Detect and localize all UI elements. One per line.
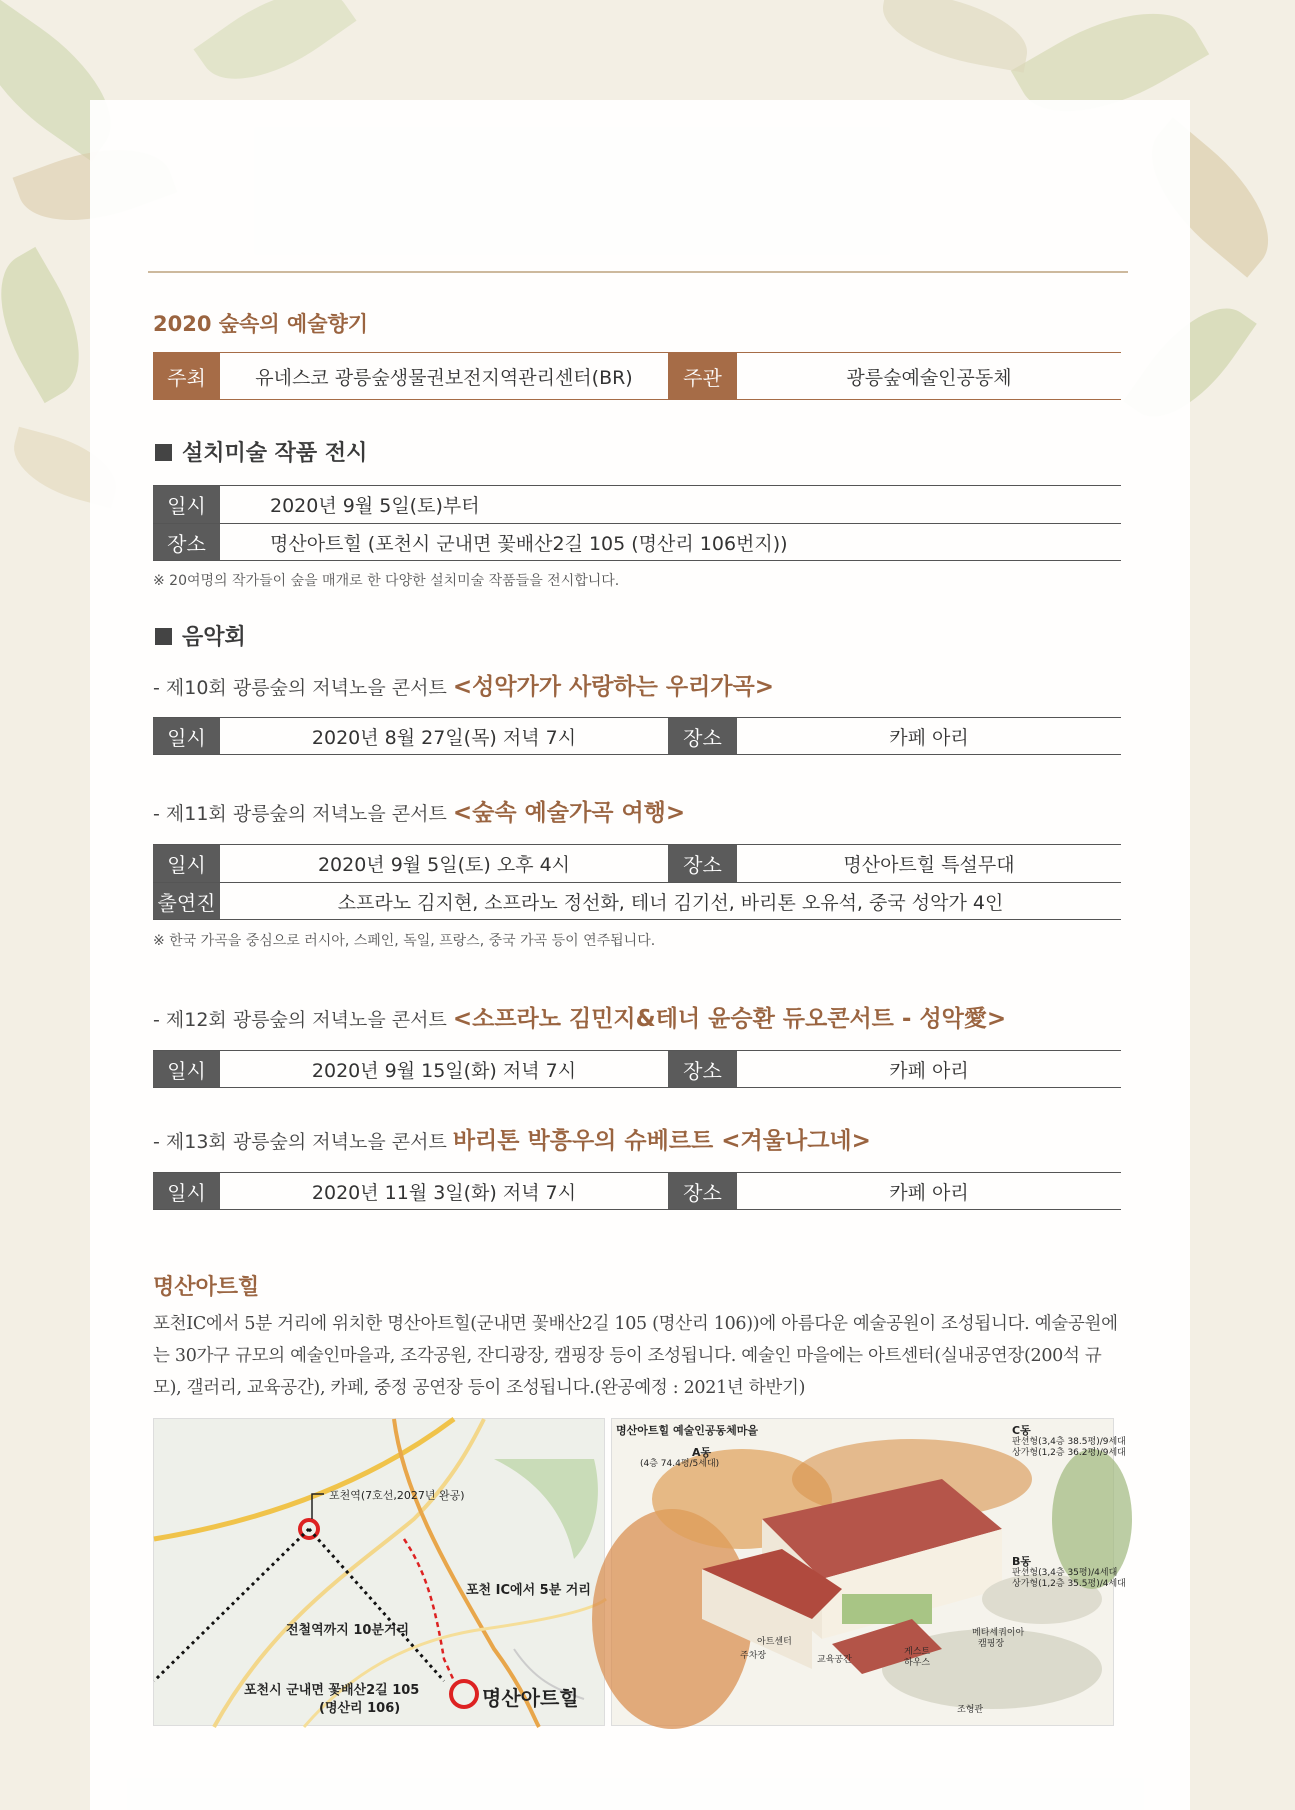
concert-11-note: ※ 한국 가곡을 중심으로 러시아, 스페인, 독일, 프랑스, 중국 가곡 등이 연주됩니다.	[153, 933, 656, 949]
concert-12-title: - 제12회 광릉숲의 저녁노을 콘서트 <소프라노 김민지&테너 윤승환 듀오콘서트 - 성악愛>	[153, 1006, 1007, 1032]
village-camping-line1: 메타세쿼이아	[972, 1628, 1025, 1638]
concert-10-date: 2020년 8월 27일(목) 저녁 7시	[311, 726, 577, 749]
concert-10-place-label: 장소	[668, 718, 737, 754]
location-map	[153, 1418, 605, 1726]
village-guesthouse-line2: 하우스	[904, 1658, 931, 1668]
concert-12-place: 카페 아리	[889, 1059, 969, 1082]
concert-11-cast-label: 출연진	[153, 883, 220, 919]
concert-11-place-label: 장소	[668, 845, 737, 882]
concert-13-date: 2020년 11월 3일(화) 저녁 7시	[311, 1181, 577, 1204]
concert-11-cast-row	[153, 882, 1121, 920]
venue-description: 포천IC에서 5분 거리에 위치한 명산아트힐(군내면 꽃배산2길 105 (명산리 106))에 아름다운 예술공원이 조성됩니다. 예술공원에는 30가구 규모의 예술인마을과, 조각공원, 잔디광장, 캠핑장 등이 조성됩니다. 예술인 마을에는 아트센터(실내공연장(200석 규모), 갤러리, 교육공간), 카페, 중정 공연장 등이 조성됩니다.(완공예정 : 2021년 하반기)	[153, 1314, 1118, 1398]
village-guesthouse-line1: 게스트	[904, 1647, 931, 1657]
concert-12-row	[153, 1050, 1121, 1088]
concert-12-date-label: 일시	[153, 1051, 220, 1087]
map-address-line2: (명산리 106)	[319, 1701, 401, 1716]
host-value: 유네스코 광릉숲생물권보전지역관리센터(BR)	[220, 352, 668, 400]
village-c-detail1: 판션형(3,4층 38.5평)/9세대	[1012, 1437, 1126, 1447]
village-c-detail2: 상가형(1,2층 36.2평)/9세대	[1012, 1448, 1126, 1458]
exhibition-place-row	[153, 523, 1121, 561]
concert-10-date-label: 일시	[153, 718, 220, 754]
concert-11-title: - 제11회 광릉숲의 저녁노을 콘서트 <숲속 예술가곡 여행>	[153, 800, 686, 826]
host-label: 주최	[153, 352, 220, 400]
square-bullet-icon	[155, 444, 172, 461]
concert-13-place: 카페 아리	[889, 1181, 969, 1204]
concert-13-title: - 제13회 광릉숲의 저녁노을 콘서트 바리톤 박흥우의 슈베르트 <겨울나그네>	[153, 1128, 871, 1154]
concert-11-date-label: 일시	[153, 845, 220, 882]
village-a-detail: (4층 74.4평/5세대)	[640, 1459, 720, 1469]
exhibition-date: 2020년 9월 5일(토)부터	[270, 495, 480, 517]
village-education: 교육공간	[817, 1655, 852, 1665]
village-c-name: C동	[1012, 1424, 1031, 1437]
concert-12-place-label: 장소	[668, 1051, 737, 1087]
village-b-detail1: 판션형(3,4층 35평)/4세대	[1012, 1568, 1118, 1578]
village-title: 명산아트힐 예술인공동체마을	[616, 1424, 758, 1437]
village-a-name: A동	[692, 1446, 712, 1459]
exhibition-place-label: 장소	[153, 524, 220, 560]
organizer-label: 주관	[668, 352, 737, 400]
exhibition-note: ※ 20여명의 작가들이 숲을 매개로 한 다양한 설치미술 작품들을 전시합니다.	[153, 573, 620, 589]
concert-10-place: 카페 아리	[889, 726, 969, 749]
concert-10-title: - 제10회 광릉숲의 저녁노을 콘서트 <성악가가 사랑하는 우리가곡>	[153, 674, 775, 700]
village-illustration	[611, 1418, 1126, 1726]
concert-10-row	[153, 717, 1121, 755]
village-sculpture: 조형관	[957, 1705, 984, 1715]
village-art-center: 아트센터	[757, 1637, 792, 1647]
concert-12-date: 2020년 9월 15일(화) 저녁 7시	[311, 1059, 577, 1082]
map-destination: 명산아트힐	[482, 1686, 579, 1710]
map-station-label: 포천역(7호선,2027년 완공)	[329, 1489, 465, 1502]
event-title: 2020 숲속의 예술향기	[153, 312, 369, 336]
concert-11-place: 명산아트힐 특설무대	[843, 854, 1015, 876]
exhibition-heading: 설치미술 작품 전시	[155, 436, 367, 467]
concert-11-cast: 소프라노 김지현, 소프라노 정선화, 테너 김기선, 바리톤 오유석, 중국 성악가 4인	[337, 891, 1004, 914]
top-divider	[148, 271, 1128, 273]
village-parking: 주차장	[740, 1651, 767, 1661]
concert-11-row	[153, 844, 1121, 882]
poster-content	[153, 0, 1126, 1810]
concerts-heading: 음악회	[155, 620, 246, 651]
concert-13-date-label: 일시	[153, 1173, 220, 1209]
concert-11-date: 2020년 9월 5일(토) 오후 4시	[317, 854, 571, 876]
village-b-detail2: 상가형(1,2층 35.5평)/4세대	[1012, 1579, 1126, 1589]
map-ic-distance: 포천 IC에서 5분 거리	[466, 1583, 591, 1598]
village-b-name: B동	[1012, 1555, 1032, 1568]
exhibition-date-label: 일시	[153, 486, 220, 523]
map-address-line1: 포천시 군내면 꽃배산2길 105	[244, 1683, 420, 1698]
concert-13-place-label: 장소	[668, 1173, 737, 1209]
map-rail-distance: 전철역까지 10분거리	[286, 1623, 410, 1638]
organizer-value: 광릉숲예술인공동체	[737, 352, 1121, 400]
concert-13-row	[153, 1172, 1121, 1210]
exhibition-place: 명산아트힐 (포천시 군내면 꽃배산2길 105 (명산리 106번지))	[270, 532, 788, 555]
square-bullet-icon	[155, 628, 172, 645]
village-camping-line2: 캠핑장	[978, 1639, 1005, 1649]
venue-title: 명산아트힐	[153, 1275, 260, 1300]
exhibition-date-row	[153, 485, 1121, 523]
host-row	[153, 352, 1121, 390]
